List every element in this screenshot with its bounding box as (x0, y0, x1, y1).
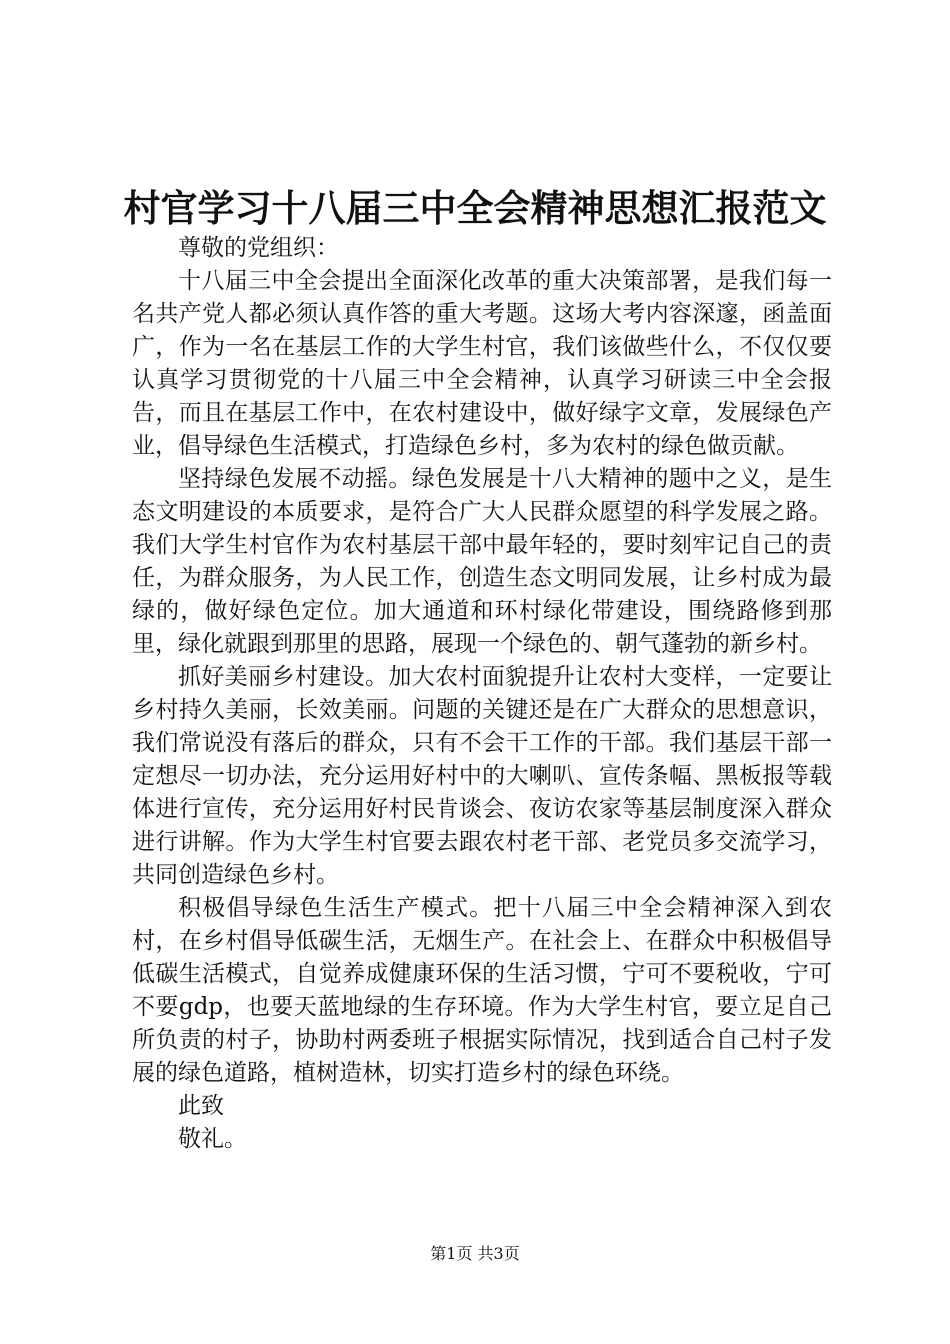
document-title: 村官学习十八届三中全会精神思想汇报范文 (123, 186, 827, 230)
closing-regards: 此致 (178, 1093, 224, 1119)
salutation: 尊敬的党组织： (178, 235, 339, 261)
paragraph-intro: 十八届三中全会提出全面深化改革的重大决策部署，是我们每一名共产党人都必须认真作答的重大考题。这场大考内容深邃，函盖面广，作为一名在基层工作的大学生村官，我们该做些什么，不仅仅要认真学习贯彻党的十八届三中全会精神，认真学习研读三中全会报告，而且在基层工作中，在农村建设中，做好绿字文章，发展绿色产业，倡导绿色生活模式，打造绿色乡村，多为农村的绿色做贡献。 (132, 268, 832, 459)
paragraph-green-development: 坚持绿色发展不动摇。绿色发展是十八大精神的题中之义，是生态文明建设的本质要求，是符合广大人民群众愿望的科学发展之路。我们大学生村官作为农村基层干部中最年轻的，要时刻牢记自己的责任，为群众服务，为人民工作，创造生态文明同发展，让乡村成为最绿的，做好绿色定位。加大通道和环村绿化带建设，围绕路修到那里，绿化就跟到那里的思路，展现一个绿色的、朝气蓬勃的新乡村。 (132, 466, 832, 657)
paragraph-beautiful-village: 抓好美丽乡村建设。加大农村面貌提升让农村大变样，一定要让乡村持久美丽，长效美丽。问题的关键还是在广大群众的思想意识，我们常说没有落后的群众，只有不会干工作的干部。我们基层干部一定想尽一切办法，充分运用好村中的大喇叭、宣传条幅、黑板报等载体进行宣传，充分运用好村民肯谈会、夜访农家等基层制度深入群众进行讲解。作为大学生村官要去跟农村老干部、老党员多交流学习，共同创造绿色乡村。 (132, 664, 832, 888)
document-body (132, 232, 832, 1156)
page-number: 第1页 共3页 (430, 1244, 520, 1263)
paragraph-green-lifestyle: 积极倡导绿色生活生产模式。把十八届三中全会精神深入到农村，在乡村倡导低碳生活，无烟生产。在社会上、在群众中积极倡导低碳生活模式，自觉养成健康环保的生活习惯，宁可不要税收，宁可不要gdp，也要天蓝地绿的生存环境。作为大学生村官，要立足自己所负责的村子，协助村两委班子根据实际情况，找到适合自己村子发展的绿色道路，植树造林，切实打造乡村的绿色环绕。 (132, 895, 832, 1086)
closing-salute: 敬礼。 (178, 1126, 247, 1152)
